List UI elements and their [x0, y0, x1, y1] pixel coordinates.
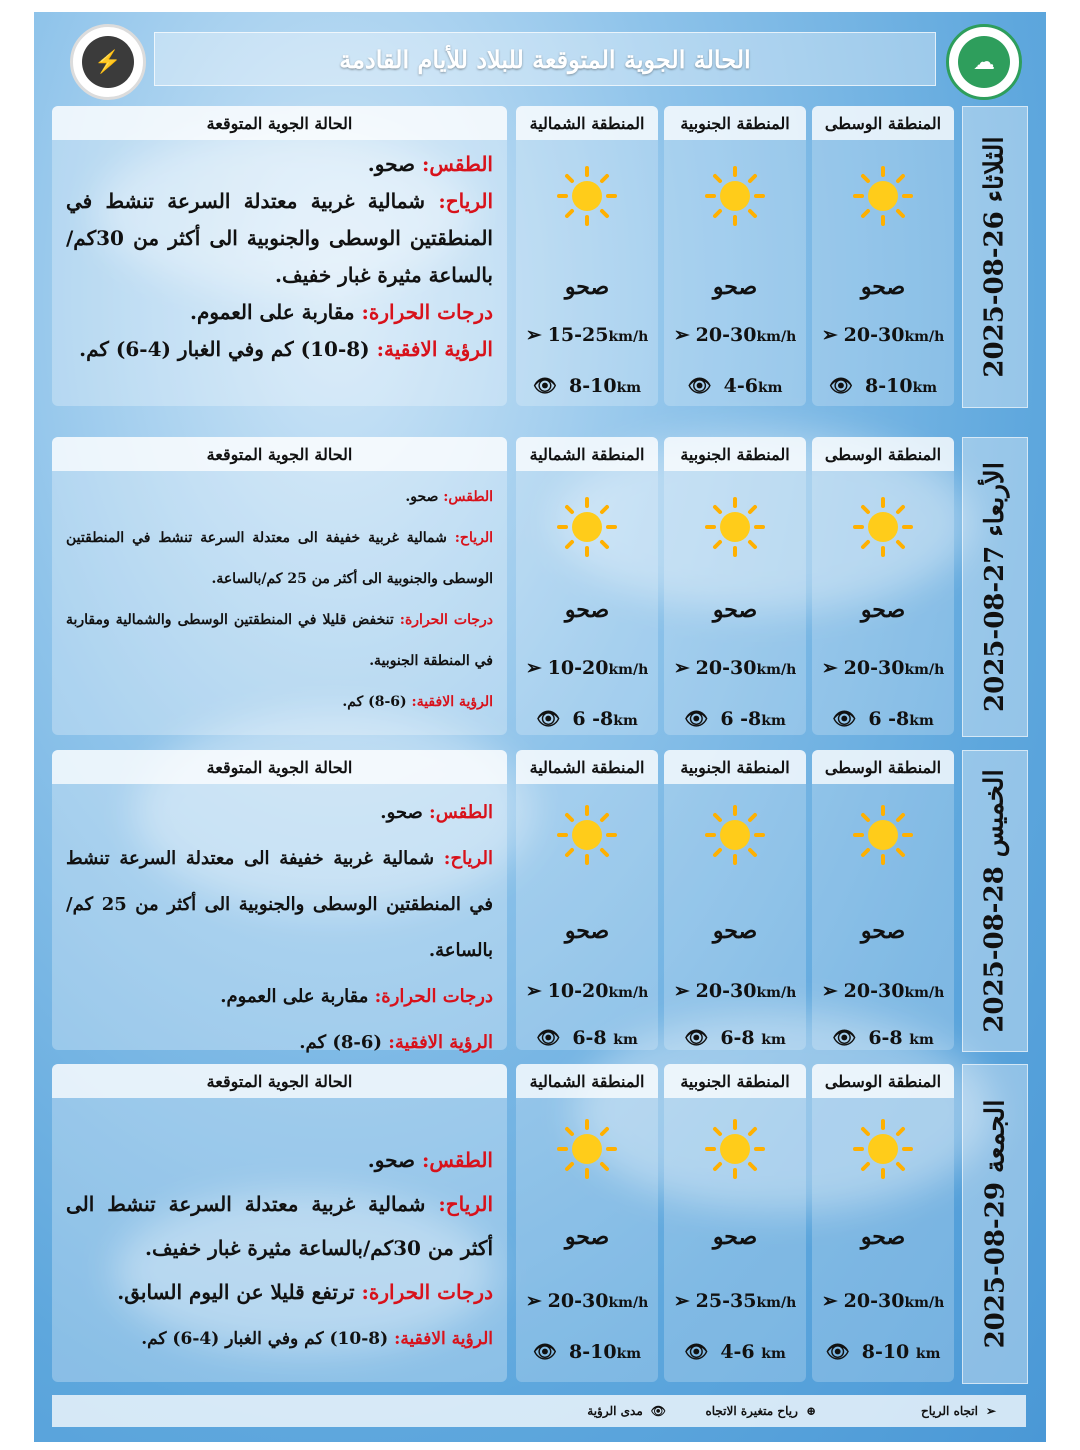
visibility: 👁 8-10km — [828, 374, 938, 397]
forecast-description: الحالة الجوية المتوقعة الطقس: صحو. الرياح: شمالية غربية معتدلة السرعة تنشط الى أكثر من 30كم/بالساعة مثيرة غبار خفيف. درجات الحرارة: ترتفع قليلا عن اليوم السابق. الرؤية الافقية: (8-10) كم وفي الغبار (4-6) كم. — [52, 1064, 507, 1382]
eye-icon: 👁 — [828, 375, 854, 397]
wind-direction-icon: ➢ — [673, 1290, 690, 1312]
wind-speed: ➢ 15-25km/h — [525, 324, 649, 346]
region-card-northern — [516, 1064, 658, 1382]
condition-text: صحو — [712, 1224, 758, 1250]
region-card-northern — [516, 106, 658, 406]
meteorological-organization-logo — [946, 24, 1022, 100]
wind-direction-icon: ➢ — [985, 1404, 996, 1418]
region-card-southern — [664, 1064, 806, 1382]
visibility: 👁 8-10km — [532, 374, 642, 397]
sun-icon — [853, 497, 913, 557]
eye-icon: 👁 — [536, 1027, 561, 1049]
sun-icon — [705, 1119, 765, 1179]
wind-direction-icon: ➢ — [525, 1290, 542, 1312]
wind-speed: ➢ 20-30km/h — [821, 980, 945, 1002]
sun-icon — [557, 166, 617, 226]
region-name: المنطقة الوسطى — [812, 106, 954, 140]
eye-icon: 👁 — [650, 1404, 666, 1418]
visibility: 👁 6-8 km — [832, 1026, 934, 1049]
region-name: المنطقة الوسطى — [812, 1064, 954, 1098]
region-name: المنطقة الشمالية — [516, 106, 658, 140]
wind-direction-icon: ➢ — [525, 324, 542, 346]
sun-icon — [853, 166, 913, 226]
region-card-central — [812, 1064, 954, 1382]
day-date: الثلاثاء 26-08-2025 — [962, 106, 1028, 408]
eye-icon: 👁 — [832, 708, 857, 730]
visibility: 👁 8-10km — [532, 1340, 642, 1363]
region-card-southern — [664, 106, 806, 406]
condition-text: صحو — [860, 597, 906, 623]
visibility: 👁 6-8 km — [536, 1026, 638, 1049]
visibility: 👁 4-6km — [687, 374, 783, 397]
wind-speed: ➢ 10-20km/h — [525, 657, 649, 679]
description-header: الحالة الجوية المتوقعة — [52, 750, 507, 784]
condition-text: صحو — [564, 274, 610, 300]
wind-direction-icon: ➢ — [821, 324, 838, 346]
condition-text: صحو — [564, 918, 610, 944]
region-card-northern — [516, 750, 658, 1050]
legend-bar — [52, 1395, 1026, 1427]
region-name: المنطقة الشمالية — [516, 750, 658, 784]
eye-icon: 👁 — [532, 1341, 558, 1363]
visibility: 👁 8-10 km — [825, 1340, 941, 1363]
eye-icon: 👁 — [684, 1027, 709, 1049]
eye-icon: 👁 — [687, 375, 712, 397]
region-card-southern — [664, 437, 806, 735]
visibility: 👁 6 -8km — [832, 707, 934, 730]
day-date: الأربعاء 27-08-2025 — [962, 437, 1028, 737]
page-title: الحالة الجوية المتوقعة للبلاد للأيام القادمة — [339, 44, 751, 74]
wind-direction-icon: ➢ — [673, 980, 690, 1002]
eye-icon: 👁 — [832, 1027, 857, 1049]
visibility: 👁 4-6 km — [684, 1340, 786, 1363]
wind-direction-icon: ➢ — [525, 657, 542, 679]
sun-icon — [853, 805, 913, 865]
wind-speed: ➢ 10-20km/h — [525, 980, 649, 1002]
eye-icon: 👁 — [825, 1341, 850, 1363]
region-name: المنطقة الشمالية — [516, 1064, 658, 1098]
forecast-poster — [34, 12, 1046, 1442]
cloud-sun-icon: ☁ — [958, 36, 1010, 88]
visibility: 👁 6 -8km — [684, 707, 786, 730]
description-header: الحالة الجوية المتوقعة — [52, 106, 507, 140]
region-card-northern — [516, 437, 658, 735]
region-name: المنطقة الجنوبية — [664, 1064, 806, 1098]
lightning-icon: ⚡ — [82, 36, 134, 88]
condition-text: صحو — [712, 918, 758, 944]
wind-direction-icon: ➢ — [525, 980, 542, 1002]
region-card-central — [812, 437, 954, 735]
region-name: المنطقة الجنوبية — [664, 106, 806, 140]
wind-speed: ➢ 20-30km/h — [525, 1290, 649, 1312]
description-header: الحالة الجوية المتوقعة — [52, 1064, 507, 1098]
wind-speed: ➢ 20-30km/h — [673, 324, 797, 346]
region-card-southern — [664, 750, 806, 1050]
compass-icon: ⊕ — [805, 1404, 816, 1418]
condition-text: صحو — [860, 1224, 906, 1250]
eye-icon: 👁 — [536, 708, 561, 730]
region-name: المنطقة الوسطى — [812, 750, 954, 784]
legend-visibility: 👁 مدى الرؤية — [587, 1404, 666, 1418]
condition-text: صحو — [712, 274, 758, 300]
wind-speed: ➢ 25-35km/h — [673, 1290, 797, 1312]
wind-direction-icon: ➢ — [673, 657, 690, 679]
forecast-description: الحالة الجوية المتوقعة الطقس: صحو. الرياح: شمالية غربية خفيفة الى معتدلة السرعة تنشط في المنطقتين الوسطى والجنوبية الى أكثر من 25 كم/بالساعة. درجات الحرارة: تنخفض قليلا في المنطقتين الوسطى والشمالية ومقاربة في المنطقة الجنوبية. الرؤية الافقية: (6-8) كم. — [52, 437, 507, 735]
forecast-description: الحالة الجوية المتوقعة الطقس: صحو. الرياح: شمالية غربية خفيفة الى معتدلة السرعة تنشط في المنطقتين الوسطى والجنوبية الى أكثر من 25 كم/بالساعة. درجات الحرارة: مقاربة على العموم. الرؤية الافقية: (6-8) كم. — [52, 750, 507, 1050]
day-date: الجمعة 29-08-2025 — [962, 1064, 1028, 1384]
description-header: الحالة الجوية المتوقعة — [52, 437, 507, 471]
condition-text: صحو — [712, 597, 758, 623]
day-date: الخميس 28-08-2025 — [962, 750, 1028, 1052]
wind-speed: ➢ 20-30km/h — [821, 324, 945, 346]
sun-icon — [557, 1119, 617, 1179]
sun-icon — [705, 166, 765, 226]
legend-variable-wind: ⊕ رياح متغيرة الاتجاه — [705, 1404, 816, 1418]
forecast-description: الحالة الجوية المتوقعة الطقس: صحو. الرياح: شمالية غربية معتدلة السرعة تنشط في المنطقتين الوسطى والجنوبية الى أكثر من 30كم/بالساعة مثيرة غبار خفيف. درجات الحرارة: مقاربة على العموم. الرؤية الافقية: (8-10) كم وفي الغبار (4-6) كم. — [52, 106, 507, 406]
wind-speed: ➢ 20-30km/h — [673, 980, 797, 1002]
wind-direction-icon: ➢ — [673, 324, 690, 346]
sun-icon — [557, 805, 617, 865]
eye-icon: 👁 — [532, 375, 558, 397]
region-name: المنطقة الجنوبية — [664, 437, 806, 471]
eye-icon: 👁 — [684, 708, 709, 730]
region-card-central — [812, 750, 954, 1050]
page-title-bar — [154, 32, 936, 86]
sun-icon — [705, 497, 765, 557]
forecasting-unit-logo — [70, 24, 146, 100]
condition-text: صحو — [564, 1224, 610, 1250]
condition-text: صحو — [860, 918, 906, 944]
sun-icon — [853, 1119, 913, 1179]
visibility: 👁 6 -8km — [536, 707, 638, 730]
wind-direction-icon: ➢ — [821, 657, 838, 679]
visibility: 👁 6-8 km — [684, 1026, 786, 1049]
legend-wind-direction: ➢ اتجاه الرياح — [921, 1404, 996, 1418]
region-name: المنطقة الجنوبية — [664, 750, 806, 784]
condition-text: صحو — [860, 274, 906, 300]
sun-icon — [705, 805, 765, 865]
eye-icon: 👁 — [684, 1341, 709, 1363]
sun-icon — [557, 497, 617, 557]
condition-text: صحو — [564, 597, 610, 623]
region-card-central — [812, 106, 954, 406]
region-name: المنطقة الشمالية — [516, 437, 658, 471]
wind-direction-icon: ➢ — [821, 980, 838, 1002]
wind-speed: ➢ 20-30km/h — [673, 657, 797, 679]
wind-direction-icon: ➢ — [821, 1290, 838, 1312]
wind-speed: ➢ 20-30km/h — [821, 1290, 945, 1312]
wind-speed: ➢ 20-30km/h — [821, 657, 945, 679]
region-name: المنطقة الوسطى — [812, 437, 954, 471]
